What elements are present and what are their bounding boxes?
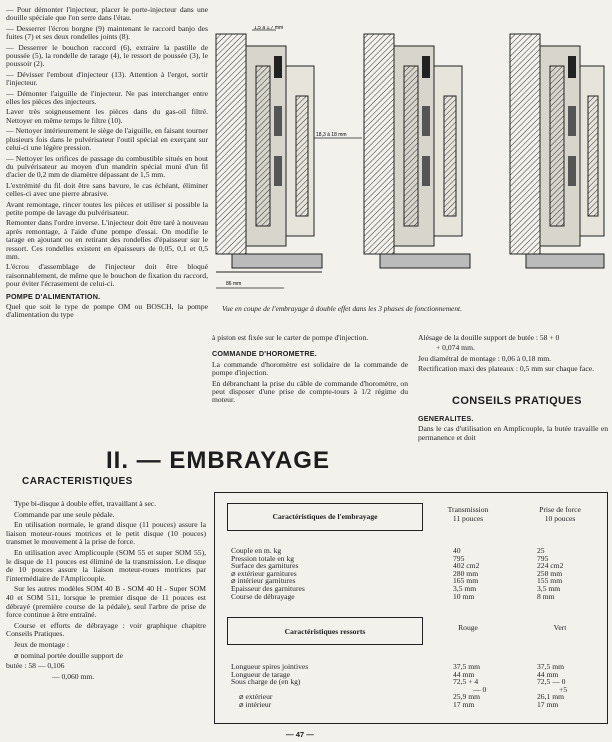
paragraph: En débranchant la prise du câble de commande d'horomètre, on peut disposer d'une prise de compte-tours à 1/2 régime du moteur. <box>212 378 408 405</box>
table-cell: 37,5 mm <box>537 662 565 671</box>
paragraph: Laver très soigneusement les pièces dans du gas-oil filtré. Nettoyer en même temps le filtre (10). <box>6 107 208 125</box>
table2-col2-header: Vert <box>553 623 567 632</box>
left-text-column <box>6 6 208 322</box>
table2-header: Caractéristiques ressorts <box>284 627 366 636</box>
paragraph: Course et efforts de débrayage : voir graphique chapitre Conseils Pratiques. <box>6 620 206 639</box>
paragraph: — Dévisser l'embout d'injecteur (13). Attention à l'ergot, sortir l'injecteur. <box>6 69 208 88</box>
table2-col1-header: Rouge <box>458 623 478 632</box>
table-cell: 10 mm <box>453 591 475 601</box>
paragraph: à piston est fixée sur le carter de pompe d'injection. <box>212 333 369 342</box>
clutch-view-1 <box>216 34 322 272</box>
table-cell: 44 mm <box>453 669 475 679</box>
commande-heading: COMMANDE D'HOROMETRE. <box>212 349 317 359</box>
table-cell: 795 <box>453 553 465 563</box>
table1-labels <box>231 547 421 600</box>
table-cell: 795 <box>537 553 549 563</box>
clutch-specifications-table <box>214 492 608 724</box>
table-row-label: Couple en m. kg <box>231 546 282 555</box>
middle-text-column <box>212 334 408 407</box>
clutch-view-3 <box>510 34 604 268</box>
paragraph: Jeu diamétral de montage : 0,06 à 0,18 mm. <box>418 353 552 363</box>
table-cell: 155 mm <box>537 576 563 586</box>
table-row-label: Surface des garnitures <box>231 561 299 571</box>
paragraph: Type bi-disque à double effet, travaillant à sec. <box>14 499 157 508</box>
table-cell: 3,5 mm <box>537 583 561 593</box>
table1-header: Caractéristiques de l'embrayage <box>272 512 378 521</box>
conseils-heading: CONSEILS PRATIQUES <box>452 395 582 407</box>
table2-labels <box>231 663 421 709</box>
paragraph: ⌀ nominal portée douille support de <box>14 650 123 660</box>
paragraph: Jeux de montage : <box>14 639 70 649</box>
table-cell: 17 mm <box>453 699 475 709</box>
chapter-title: II. — EMBRAYAGE <box>106 447 330 474</box>
pompe-heading: POMPE D'ALIMENTATION. <box>6 291 101 301</box>
table-row-label: ⌀ extérieur <box>239 692 273 702</box>
paragraph: Sur les autres modèles SOM 40 B - SOM 40 H - Super SOM 40 et SOM 511, lorsque le premier disque de 11 pouces est débrayé (première course de la pédale), seul l'arbre de prise de force continue à être entraîné. <box>6 584 206 620</box>
paragraph: — Desserrer le bouchon raccord (6), extraire la pastille de poussée (5), la rondelle de tarage (4), le ressort de poussée (3), le poussoir (2). <box>6 42 208 69</box>
generalites-block <box>418 411 608 442</box>
table-row-label: ⌀ intérieur <box>239 699 272 709</box>
paragraph: butée : 58 — 0,106 <box>6 661 65 671</box>
table-cell: 17 mm <box>537 699 559 709</box>
table-row-label: Course de débrayage <box>231 591 295 601</box>
embrayage-text-column <box>6 500 206 683</box>
paragraph: L'écrou d'assemblage de l'injecteur doit être bloqué raisonnablement, de même que le bouchon de fixation du raccord, pour éviter l'écrasement de celui-ci. <box>6 262 208 289</box>
table-cell: 8 mm <box>537 591 555 601</box>
caracteristiques-heading: CARACTERISTIQUES <box>22 476 133 487</box>
table-cell: 25,9 mm <box>453 692 481 702</box>
table-cell: 40 <box>453 546 461 555</box>
diagram-caption: Vue en coupe de l'embrayage à double effet dans les 3 phases de fonctionnement. <box>222 304 462 313</box>
table-row-label: ⌀ extérieur garnitures <box>231 568 297 578</box>
dimension-label-bottom: 86 mm <box>226 281 242 287</box>
paragraph: — Nettoyer les orifices de passage du combustible situés en bout du pulvérisateur au moyen d'un mandrin spécial muni d'un fil d'acier de 0,2 mm de diamètre dépassant de 1,5 mm. <box>6 153 208 180</box>
table2-col1-values <box>453 663 513 709</box>
paragraph: Avant remontage, rincer toutes les pièces et utiliser si possible la petite pompe de lavage du pulvérisateur. <box>6 199 208 217</box>
table1-col2-header: Prise de force 10 pouces <box>539 505 581 523</box>
table-row-label: Longueur de tarage <box>231 669 291 679</box>
paragraph: Remonter dans l'ordre inverse. L'injecteur doit être taré à nouveau après remontage, à l'aide d'une pompe d'essai. On modifie le tarage en ajoutant ou en retirant des rondelles d'épaisseur sur le ressort. Ces rondelles existent en épaisseurs de 0,05, 0,1 et 0,5 mm. <box>6 218 208 261</box>
table1-col1-values <box>453 547 513 600</box>
generalites-heading: GENERALITES. <box>418 414 474 423</box>
table-row-label: ⌀ intérieur garnitures <box>231 576 296 586</box>
table-row-label: Longueur spires jointives <box>231 662 309 671</box>
paragraph: En utilisation normale, le grand disque (11 pouces) assure la liaison moteur-roues motrices et le petit disque (10 pouces) transmet le mouvement à la prise de force. <box>6 520 206 547</box>
table2-col2-values <box>537 663 607 709</box>
dimension-label-mid: 18,3 à 18 mm <box>316 132 347 138</box>
table-cell: 165 mm <box>453 576 479 586</box>
table-cell: 25 <box>537 546 545 555</box>
table-cell: +5 <box>559 684 568 694</box>
table-cell: 3,5 mm <box>453 583 477 593</box>
paragraph: — Desserrer l'écrou borgne (9) maintenant le raccord banjo des fuites (7) et ses deux rondelles joints (8). <box>6 23 208 42</box>
right-text-column <box>418 334 608 376</box>
paragraph: Rectification maxi des plateaux : 0,5 mm sur chaque face. <box>418 364 595 374</box>
paragraph: — Nettoyer intérieurement le siège de l'aiguille, en faisant tourner plusieurs fois dans le pulvérisateur l'outil spécial en exerçant sur celui-ci une légère pression. <box>6 126 208 153</box>
paragraph: En utilisation avec Amplicouple (SOM 55 et super SOM 55), le disque de 11 pouces est éliminé de la transmission. Le disque de 10 pouces assure la liaison moteur-roues motrices par l'intermédiaire de l'Amplicouple. <box>6 547 206 583</box>
paragraph: + 0,074 mm. <box>436 343 475 353</box>
paragraph: La commande d'horomètre est solidaire de la commande de pompe d'injection. <box>212 359 408 378</box>
table-cell: 72,5 — 0 <box>537 677 566 687</box>
table-cell: 250 mm <box>537 568 563 578</box>
paragraph: Alésage de la douille support de butée : 58 + 0 <box>418 333 560 342</box>
table-row-label: Epaisseur des garnitures <box>231 583 305 593</box>
table-cell: 44 mm <box>537 669 559 679</box>
table-cell: — 0 <box>473 684 487 694</box>
paragraph: Commande par une seule pédale. <box>14 509 115 519</box>
table1-col2-values <box>537 547 607 600</box>
table-row-label: Pression totale en kg <box>231 553 295 563</box>
page-number: — 47 — <box>286 730 314 739</box>
clutch-cross-section-diagram <box>212 26 607 294</box>
paragraph: L'extrémité du fil doit être sans bavure, le cas échéant, éliminer celles-ci avec une pierre abrasive. <box>6 180 208 199</box>
paragraph: — 0,060 mm. <box>52 671 95 681</box>
paragraph: Dans le cas d'utilisation en Amplicouple, la butée travaille en permanence et doit <box>418 424 608 442</box>
clutch-view-2 <box>364 34 470 268</box>
paragraph: — Pour démonter l'injecteur, placer le porte-injecteur dans une douille spéciale que l'on serre dans l'étau. <box>6 5 208 23</box>
table-cell: 280 mm <box>453 568 479 578</box>
paragraph: — Démonter l'aiguille de l'injecteur. Ne pas interchanger entre elles les pièces des injecteurs. <box>6 88 208 107</box>
table-cell: 26,1 mm <box>537 692 565 702</box>
table-cell: 224 cm2 <box>537 561 564 571</box>
table-cell: 72,5 + 4 <box>453 677 479 687</box>
paragraph: Quel que soit le type de pompe OM ou BOSCH, la pompe d'alimentation du type <box>6 302 208 320</box>
table1-col1-header: Transmission 11 pouces <box>447 505 489 523</box>
table-row-label: Sous charge de (en kg) <box>231 677 301 687</box>
table-cell: 37,5 mm <box>453 662 481 671</box>
dimension-label-top: 1,5 à 1,7 mm <box>254 26 284 31</box>
table-cell: 402 cm2 <box>453 561 480 571</box>
